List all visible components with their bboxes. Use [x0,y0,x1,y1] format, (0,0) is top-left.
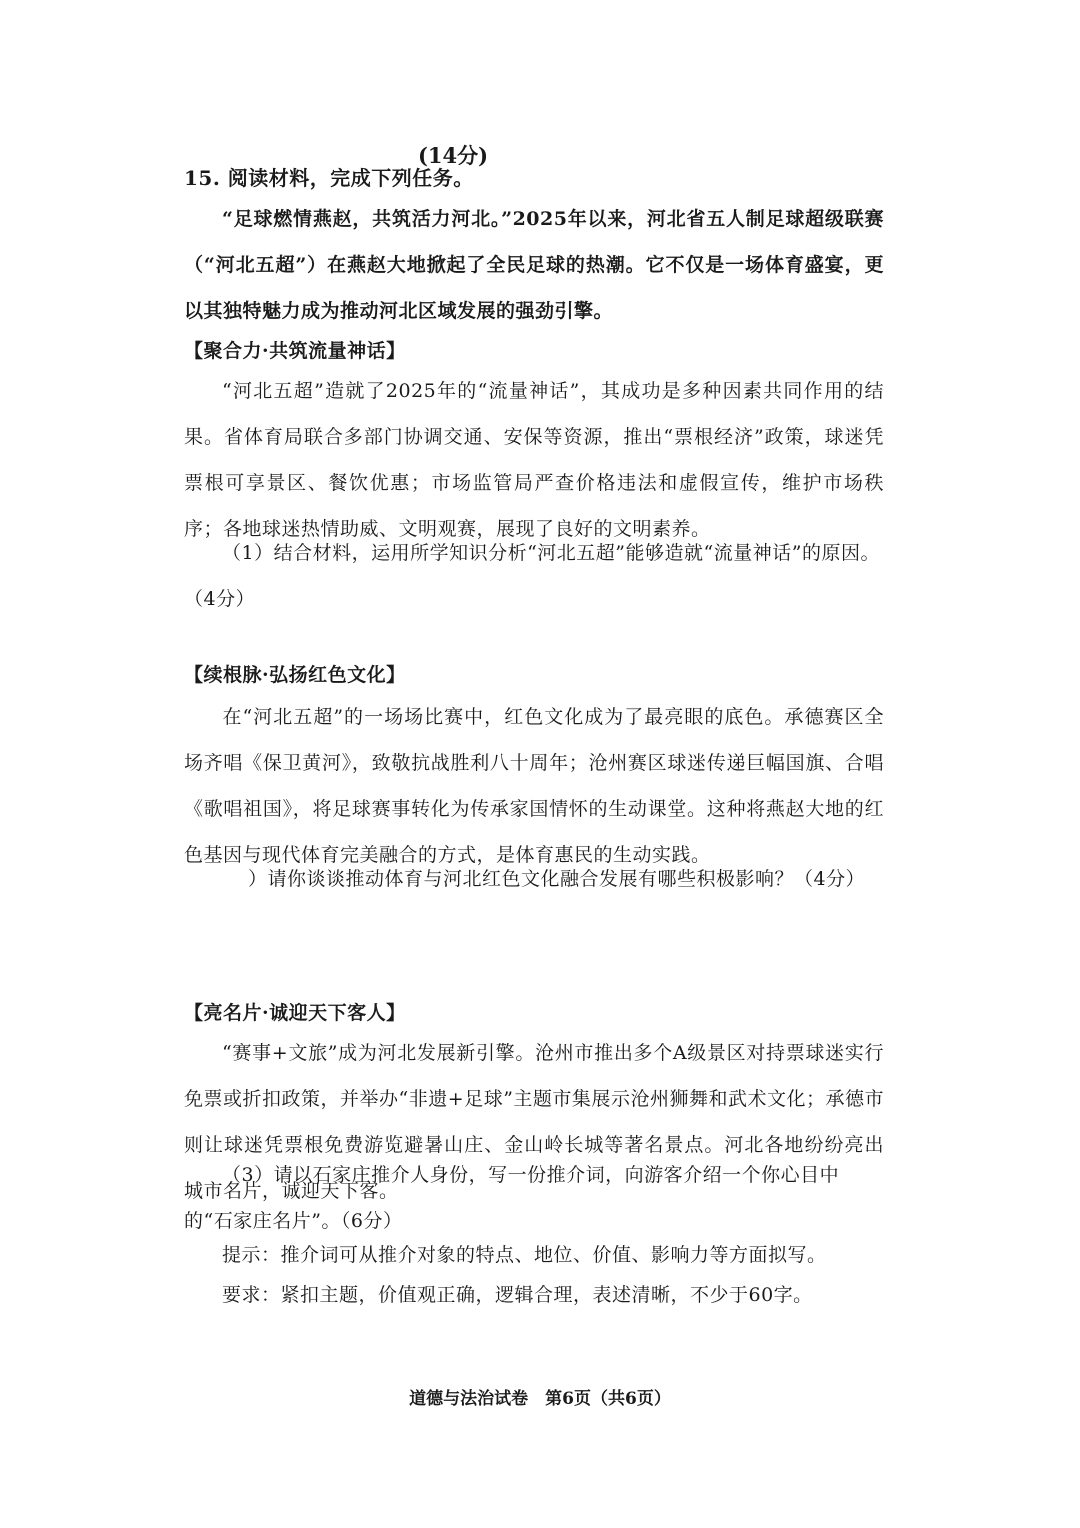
question-title: 15. 阅读材料，完成下列任务。 [184,166,474,190]
task-2: ）请你谈谈推动体育与河北红色文化融合发展有哪些积极影响？（4分） [248,868,866,890]
task-1 [184,530,884,622]
section-2-heading: 【续根脉·弘扬红色文化】 [184,664,406,686]
question-total-score: (14分) [418,143,489,168]
section-1-heading: 【聚合力·共筑流量神话】 [184,340,406,362]
task-3-text: （3）请以石家庄推介人身份，写一份推介词，向游客介绍一个你心目中的“石家庄名片”。（6分） [184,1164,840,1232]
task-3-hint: 提示：推介词可从推介对象的特点、地位、价值、影响力等方面拟写。 [222,1244,827,1266]
page-footer: 道德与法治试卷 第6页（共6页） [409,1389,671,1409]
section-1-material [184,368,884,552]
intro-paragraph [184,196,884,334]
task-3 [184,1152,884,1244]
section-1-material-text: “河北五超”造就了2025年的“流量神话”，其成功是多种因素共同作用的结果。省体育局联合多部门协调交通、安保等资源，推出“票根经济”政策，球迷凭票根可享景区、餐饮优惠；市场监管局严查价格违法和虚假宣传，维护市场秩序；各地球迷热情助威、文明观赛，展现了良好的文明素养。 [184,380,884,540]
section-2-material [184,694,884,878]
section-3-heading: 【亮名片·诚迎天下客人】 [184,1002,406,1024]
section-3-material-text: “赛事+文旅”成为河北发展新引擎。沧州市推出多个A级景区对持票球迷实行免票或折扣政策，并举办“非遗+足球”主题市集展示沧州狮舞和武术文化；承德市则让球迷凭票根免费游览避暑山庄、金山岭长城等著名景点。河北各地纷纷亮出城市名片，诚迎天下客。 [184,1042,884,1202]
task-3-requirement: 要求：紧扣主题，价值观正确，逻辑合理，表述清晰，不少于60字。 [222,1284,813,1306]
section-2-material-text: 在“河北五超”的一场场比赛中，红色文化成为了最亮眼的底色。承德赛区全场齐唱《保卫黄河》，致敬抗战胜利八十周年；沧州赛区球迷传递巨幅国旗、合唱《歌唱祖国》，将足球赛事转化为传承家国情怀的生动课堂。这种将燕赵大地的红色基因与现代体育完美融合的方式，是体育惠民的生动实践。 [184,706,884,866]
task-1-text: （1）结合材料，运用所学知识分析“河北五超”能够造就“流量神话”的原因。（4分） [184,542,880,610]
intro-text: “足球燃情燕赵，共筑活力河北。”2025年以来，河北省五人制足球超级联赛（“河北五超”）在燕赵大地掀起了全民足球的热潮。它不仅是一场体育盛宴，更以其独特魅力成为推动河北区域发展的强劲引擎。 [184,208,884,322]
